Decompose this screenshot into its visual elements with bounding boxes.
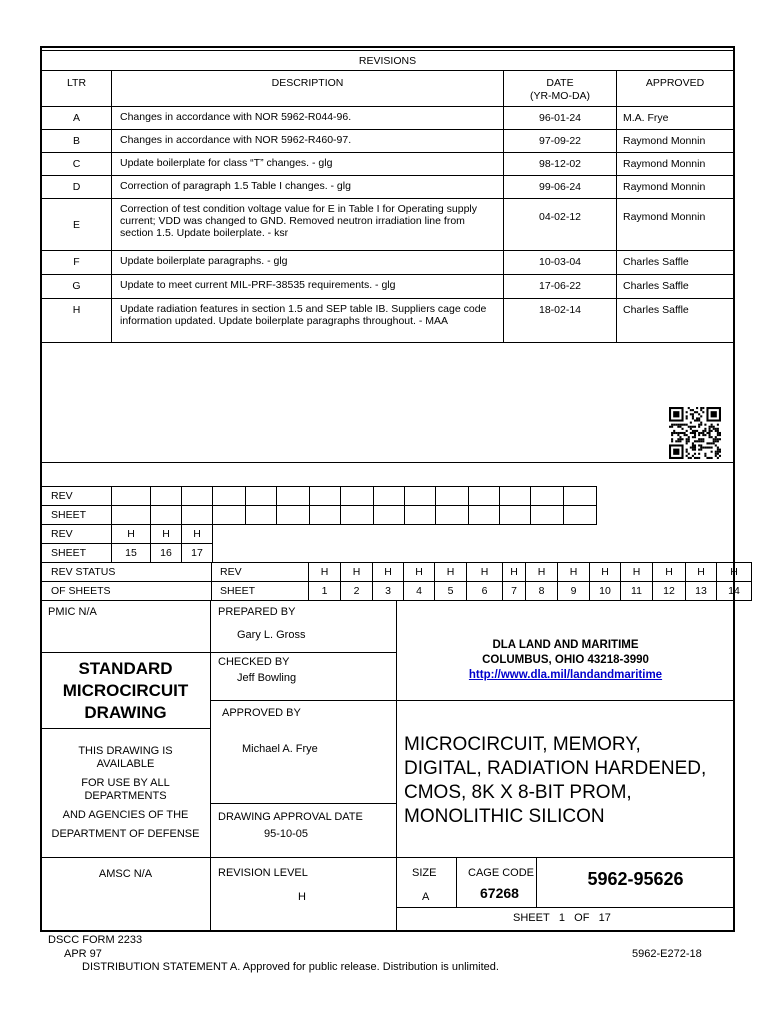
status-cell: 13 [686,582,717,601]
col-description: DESCRIPTION [112,71,504,107]
revision-description: Update radiation features in section 1.5 and SEP table IB. Suppliers cage code information updated. Update boilerplate paragraphs throughout. - MAA [112,299,504,343]
revision-approver: M.A. Frye [617,107,734,130]
revision-row [42,176,734,199]
revision-approver: Raymond Monnin [617,199,734,251]
status-cell: H [404,563,435,582]
status-cell [469,506,500,525]
revision-date: 99-06-24 [504,176,617,199]
form-number: DSCC FORM 2233 [48,934,143,946]
revisions-blank-area [42,343,734,463]
status-cell [436,487,469,506]
status-cell [436,525,469,544]
status-cell [341,525,374,544]
status-cell [405,525,436,544]
status-cell [341,506,374,525]
status-cell [405,487,436,506]
title-line-1: MICROCIRCUIT, MEMORY, [404,734,641,755]
status-cell [564,506,597,525]
revision-row [42,107,734,130]
status-cell: H [341,563,373,582]
revision-letter: F [42,251,112,275]
cage-code-label: CAGE CODE [468,867,535,879]
status-cell: 14 [717,582,752,601]
revision-date: 97-09-22 [504,130,617,153]
revision-description: Update boilerplate paragraphs. - glg [112,251,504,275]
status-row-label: SHEET [212,582,309,601]
std-line-3: DRAWING [84,703,167,722]
status-cell [112,506,151,525]
revision-date: 98-12-02 [504,153,617,176]
revision-date: 17-06-22 [504,275,617,299]
status-cell: 1 [309,582,341,601]
status-cell: 16 [151,544,182,563]
status-cell [310,487,341,506]
avail-4: DEPARTMENTS [84,790,167,802]
revision-approver: Raymond Monnin [617,153,734,176]
status-cell: H [653,563,686,582]
pmic: PMIC N/A [48,606,97,618]
revisions-heading: REVISIONS [42,51,734,71]
status-cell [182,506,213,525]
col-approved: APPROVED [617,71,734,107]
status-cell [436,506,469,525]
title-line-4: MONOLITHIC SILICON [404,806,605,827]
revision-row [42,251,734,275]
sheet-indicator [513,912,611,924]
status-cell [213,487,246,506]
lower-rev-grid [41,562,752,601]
col-date-label: DATE [546,77,574,89]
status-cell: 6 [467,582,503,601]
drawing-title [404,733,706,829]
prepared-by-label: PREPARED BY [218,606,296,618]
revision-description: Changes in accordance with NOR 5962-R460-97. [112,130,504,153]
status-cell [469,544,500,563]
revision-row [42,275,734,299]
status-cell [500,525,531,544]
status-cell [469,487,500,506]
status-cell [151,487,182,506]
revision-description: Update boilerplate for class “T” changes. - glg [112,153,504,176]
status-cell [112,487,151,506]
revision-letter: E [42,199,112,251]
status-row-label: REV [42,487,112,506]
status-cell [310,544,341,563]
status-cell: H [590,563,621,582]
status-cell: 17 [182,544,213,563]
status-row-label: SHEET [42,506,112,525]
status-cell: 7 [503,582,526,601]
approved-by-name: Michael A. Frye [242,743,318,755]
size-value: A [422,891,430,903]
revision-approver: Raymond Monnin [617,130,734,153]
status-cell: 9 [558,582,590,601]
revision-letter: D [42,176,112,199]
revision-letter: G [42,275,112,299]
approved-by-label: APPROVED BY [222,707,301,719]
status-cell [531,506,564,525]
checked-by-name: Jeff Bowling [237,672,297,684]
status-cell: H [182,525,213,544]
status-cell: H [558,563,590,582]
revision-approver: Charles Saffle [617,251,734,275]
col-date [504,71,617,107]
revision-letter: A [42,107,112,130]
status-cell [500,506,531,525]
avail-5: AND AGENCIES OF THE [62,809,189,821]
status-cell [564,487,597,506]
revision-level: H [298,891,306,903]
status-cell: H [467,563,503,582]
org-city: COLUMBUS, OHIO 43218-3990 [482,654,649,666]
status-row-label: REV [212,563,309,582]
drawing-number: 5962-95626 [587,869,684,889]
qr-code-icon [669,407,721,459]
status-cell [277,506,310,525]
availability-note [41,745,210,841]
std-line-2: MICROCIRCUIT [62,681,189,700]
status-cell [564,525,597,544]
revisions-table [41,50,734,463]
size-label: SIZE [412,867,437,879]
status-cell [151,506,182,525]
revision-level-label: REVISION LEVEL [218,867,308,879]
revision-date: 18-02-14 [504,299,617,343]
status-cell [405,506,436,525]
status-cell [374,544,405,563]
status-cell: 3 [373,582,404,601]
status-cell: H [717,563,752,582]
status-cell: H [151,525,182,544]
revision-letter: B [42,130,112,153]
status-cell [310,506,341,525]
revision-approver: Raymond Monnin [617,176,734,199]
status-cell [374,506,405,525]
status-cell: H [526,563,558,582]
revision-date: 10-03-04 [504,251,617,275]
status-cell [341,544,374,563]
sheet-number: 1 [558,912,565,924]
of-label: OF [574,912,590,924]
col-date-format: (YR-MO-DA) [529,90,591,102]
form-date: APR 97 [64,948,102,960]
title-line-2: DIGITAL, RADIATION HARDENED, [404,758,707,779]
status-cell [564,544,597,563]
sheet-total: 17 [598,912,611,924]
sheet-label: SHEET [513,912,550,924]
status-cell [213,544,246,563]
prepared-by-name: Gary L. Gross [237,629,306,641]
revision-row [42,130,734,153]
status-cell [436,544,469,563]
status-cell: H [309,563,341,582]
status-cell [531,544,564,563]
status-cell: 2 [341,582,373,601]
revision-row [42,153,734,176]
status-cell [246,487,277,506]
upper-rev-grid [41,486,597,563]
org-name: DLA LAND AND MARITIME [492,639,639,651]
status-cell [531,487,564,506]
avail-6: DEPARTMENT OF DEFENSE [51,828,200,840]
status-cell [213,525,246,544]
avail-2: AVAILABLE [96,758,155,770]
revision-date: 04-02-12 [504,199,617,251]
status-cell [182,487,213,506]
status-cell [310,525,341,544]
title-line-3: CMOS, 8K X 8-BIT PROM, [404,782,632,803]
revision-description: Correction of paragraph 1.5 Table I changes. - glg [112,176,504,199]
status-row-label: REV [42,525,112,544]
document-id: 5962-E272-18 [632,948,702,960]
revision-date: 96-01-24 [504,107,617,130]
status-cell: H [621,563,653,582]
revision-description: Changes in accordance with NOR 5962-R044-96. [112,107,504,130]
status-cell [277,487,310,506]
col-ltr: LTR [42,71,112,107]
status-cell [246,506,277,525]
standard-microcircuit-drawing [41,658,210,724]
cage-code: 67268 [480,885,519,901]
revision-letter: H [42,299,112,343]
status-cell [469,525,500,544]
checked-by-label: CHECKED BY [218,656,290,668]
status-cell [213,506,246,525]
status-cell: H [373,563,404,582]
status-cell [277,544,310,563]
approval-date: 95-10-05 [264,828,309,840]
status-cell: 10 [590,582,621,601]
approval-date-label: DRAWING APPROVAL DATE [218,811,363,823]
status-cell [246,525,277,544]
avail-1: THIS DRAWING IS [78,745,173,757]
status-cell: 8 [526,582,558,601]
status-cell [405,544,436,563]
status-cell: 5 [435,582,467,601]
status-cell [341,487,374,506]
revision-approver: Charles Saffle [617,299,734,343]
org-url-link[interactable]: http://www.dla.mil/landandmaritime [468,669,663,681]
revision-row [42,299,734,343]
status-cell [246,544,277,563]
status-cell [374,487,405,506]
status-cell: H [503,563,526,582]
avail-3: FOR USE BY ALL [81,777,170,789]
org-address [396,638,735,683]
status-cell: 12 [653,582,686,601]
status-cell: 15 [112,544,151,563]
revision-letter: C [42,153,112,176]
revision-description: Update to meet current MIL-PRF-38535 requirements. - glg [112,275,504,299]
status-cell [500,487,531,506]
revision-description: Correction of test condition voltage value for E in Table I for Operating supply current; VDD was changed to GND. Removed neutron irradiation line from section 1.5. Update boilerplate. - ksr [112,199,504,251]
status-cell: 11 [621,582,653,601]
status-cell [500,544,531,563]
status-cell: 4 [404,582,435,601]
status-cell: H [435,563,467,582]
std-line-1: STANDARD [78,659,173,678]
status-block-label: REV STATUS [42,563,212,582]
status-cell: H [686,563,717,582]
distribution-statement: DISTRIBUTION STATEMENT A. Approved for public release. Distribution is unlimited. [82,961,499,973]
status-cell [374,525,405,544]
status-cell: H [112,525,151,544]
amsc: AMSC N/A [98,868,153,880]
status-block-label: OF SHEETS [42,582,212,601]
status-row-label: SHEET [42,544,112,563]
status-cell [277,525,310,544]
revision-row [42,199,734,251]
status-cell [531,525,564,544]
revision-approver: Charles Saffle [617,275,734,299]
